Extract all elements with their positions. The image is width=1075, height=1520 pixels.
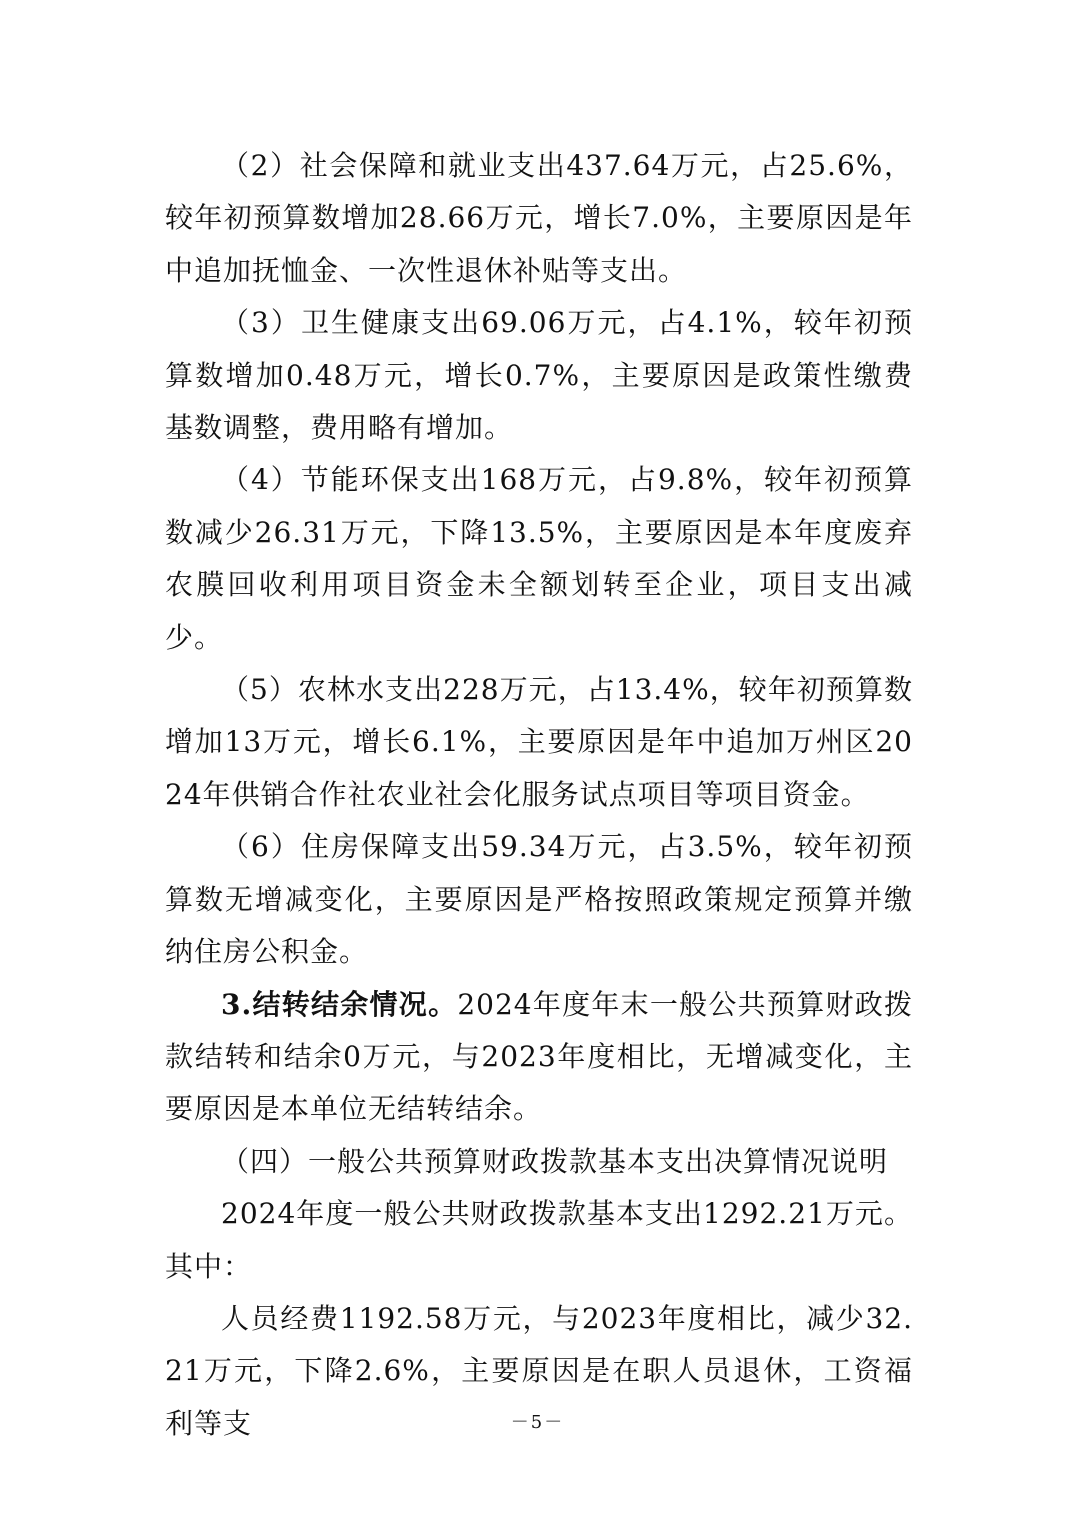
- paragraph-text: 2024年度年末一般公共预算财政拨款结转和结余0万元，与2023年度相比，无增减变化，主要原因是本单位无结转结余。: [165, 987, 913, 1126]
- paragraph-carryover: [165, 979, 913, 1136]
- section-heading-basic-expenditure: [165, 1136, 913, 1188]
- paragraph-text: （6）住房保障支出59.34万元，占3.5%，较年初预算数无增减变化，主要原因是严格按照政策规定预算并缴纳住房公积金。: [165, 830, 913, 969]
- paragraph-text: （3）卫生健康支出69.06万元，占4.1%，较年初预算数增加0.48万元，增长0.7%，主要原因是政策性缴费基数调整，费用略有增加。: [165, 306, 913, 445]
- paragraph-text: （5）农林水支出228万元，占13.4%，较年初预算数增加13万元，增长6.1%，主要原因是年中追加万州区2024年供销合作社农业社会化服务试点项目等项目资金。: [165, 673, 913, 811]
- paragraph-bold-lead: 3.结转结余情况。: [221, 987, 458, 1021]
- paragraph-social-security: [165, 140, 913, 297]
- paragraph-health: [165, 297, 913, 454]
- paragraph-agriculture: [165, 664, 913, 821]
- paragraph-basic-expenditure-total: [165, 1188, 913, 1293]
- paragraph-energy-environment: [165, 454, 913, 664]
- paragraph-text: 人员经费1192.58万元，与2023年度相比，减少32.21万元，下降2.6%，主要原因是在职人员退休，工资福利等支: [165, 1301, 913, 1440]
- paragraph-text: （4）节能环保支出168万元，占9.8%，较年初预算数减少26.31万元，下降13.5%，主要原因是本年度废弃农膜回收利用项目资金未全额划转至企业，项目支出减少。: [165, 463, 913, 654]
- paragraph-text: 2024年度一般公共财政拨款基本支出1292.21万元。其中：: [165, 1197, 913, 1283]
- section-heading-text: （四）一般公共预算财政拨款基本支出决算情况说明: [221, 1144, 889, 1178]
- paragraph-text: （2）社会保障和就业支出437.64万元，占25.6%，较年初预算数增加28.66万元，增长7.0%，主要原因是年中追加抚恤金、一次性退休补贴等支出。: [165, 149, 913, 287]
- paragraph-housing: [165, 821, 913, 978]
- document-body: [165, 140, 913, 1450]
- page-number: －5－: [510, 1412, 565, 1433]
